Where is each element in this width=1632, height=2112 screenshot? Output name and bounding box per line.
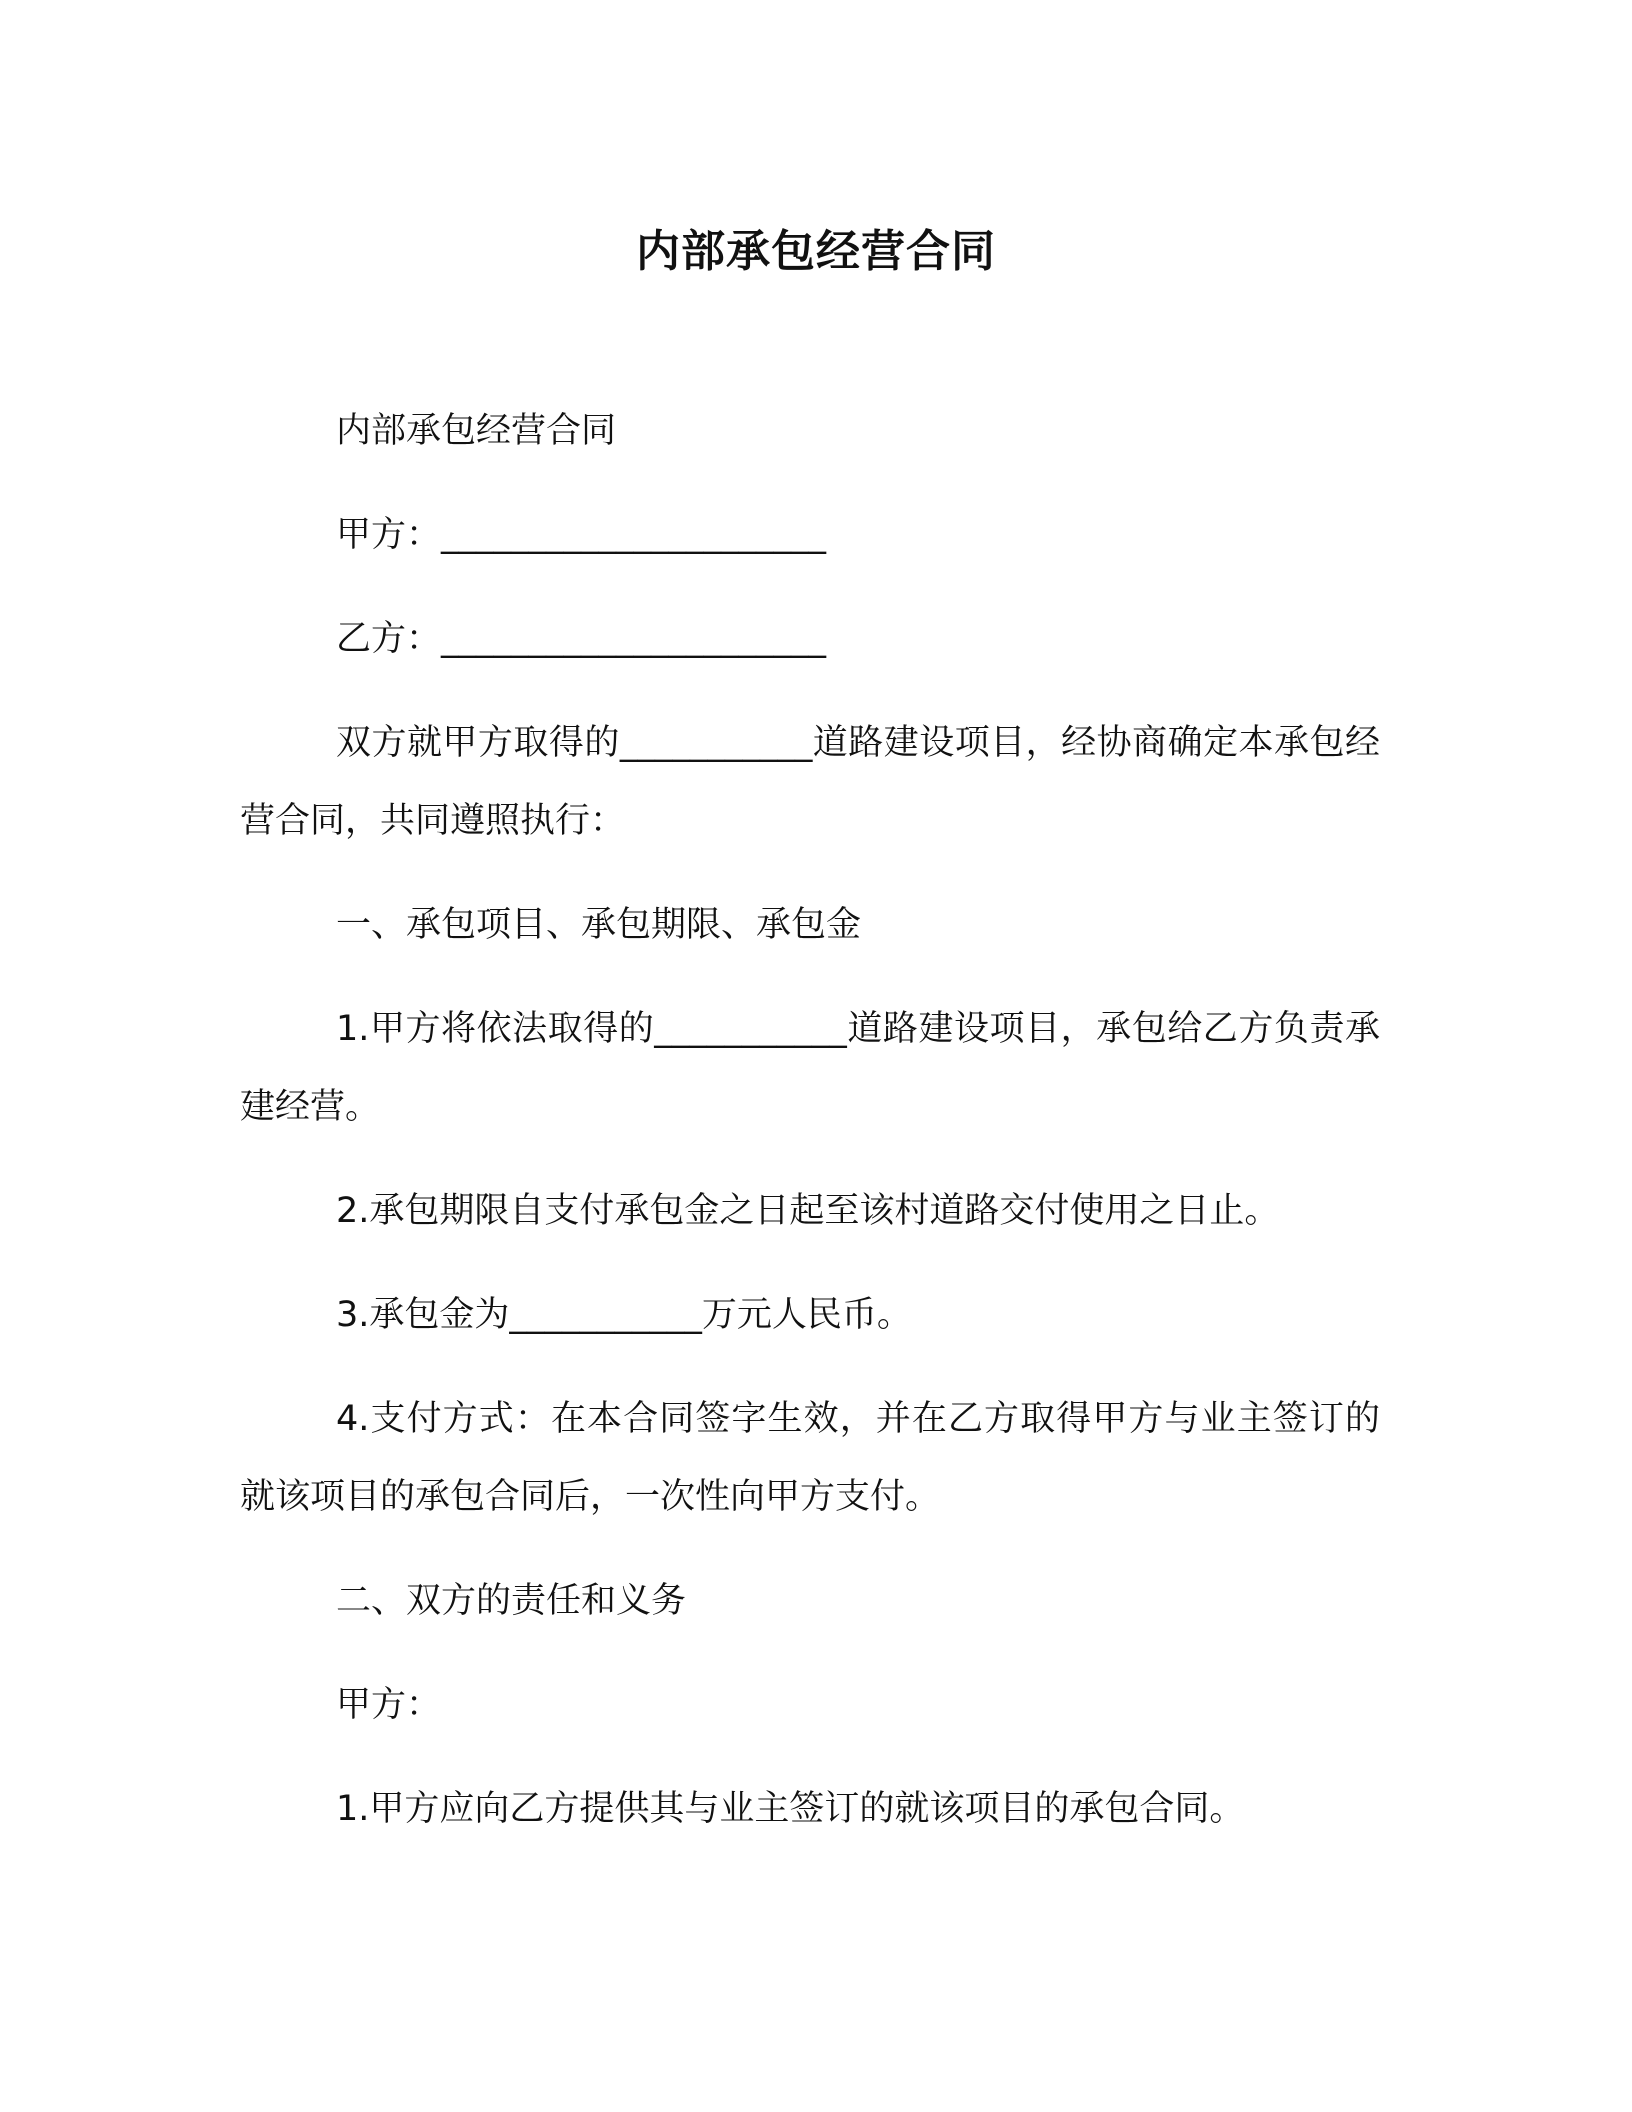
intro-paragraph: 双方就甲方取得的___________道路建设项目，经协商确定本承包经营合同，共同遵照执行： — [240, 723, 1380, 841]
party-b-line: 乙方：______________________ — [336, 619, 827, 659]
subtitle-paragraph: 内部承包经营合同 — [336, 411, 617, 451]
clause-1-2: 2.承包期限自支付承包金之日起至该村道路交付使用之日止。 — [336, 1191, 1280, 1231]
document-title: 内部承包经营合同 — [636, 226, 996, 277]
party-a-line: 甲方：______________________ — [336, 515, 827, 555]
section-heading-2: 二、双方的责任和义务 — [336, 1581, 687, 1621]
clause-2-a-1: 1.甲方应向乙方提供其与业主签订的就该项目的承包合同。 — [336, 1789, 1245, 1829]
document-body — [240, 392, 1380, 1874]
party-a-heading: 甲方： — [336, 1685, 442, 1725]
clause-1-3: 3.承包金为___________万元人民币。 — [336, 1295, 912, 1335]
section-heading-1: 一、承包项目、承包期限、承包金 — [336, 905, 862, 945]
clause-1-4: 4.支付方式：在本合同签字生效，并在乙方取得甲方与业主签订的就该项目的承包合同后，一次性向甲方支付。 — [240, 1399, 1380, 1517]
clause-1-1: 1.甲方将依法取得的___________道路建设项目，承包给乙方负责承建经营。 — [240, 1009, 1380, 1127]
